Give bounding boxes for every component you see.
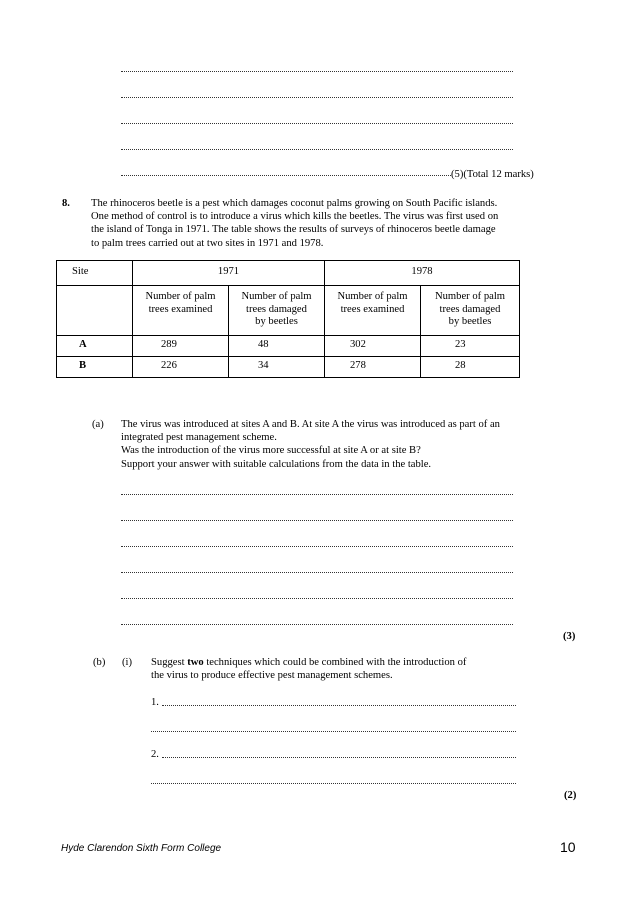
question-line: Was the introduction of the virus more successful at site A or at site B? bbox=[121, 445, 421, 457]
table-cell: 34 bbox=[229, 357, 325, 378]
question-line: Suggest two techniques which could be combined with the introduction of bbox=[151, 657, 467, 668]
answer-line[interactable] bbox=[162, 705, 516, 706]
question-line: The virus was introduced at sites A and B. At site A the virus was introduced as part of an bbox=[121, 419, 500, 430]
site-label: A bbox=[57, 336, 133, 357]
question-line: Support your answer with suitable calculations from the data in the table. bbox=[121, 458, 432, 470]
survey-table bbox=[56, 260, 520, 378]
table-cell: 28 bbox=[421, 357, 520, 378]
year-1971-header: 1971 bbox=[133, 261, 325, 286]
part-b-label: (b) bbox=[93, 657, 106, 668]
emphasis-two: two bbox=[187, 657, 204, 668]
table-cell: 278 bbox=[325, 357, 421, 378]
part-a-question bbox=[121, 418, 551, 471]
paragraph-line: One method of control is to introduce a virus which kills the beetles. The virus was first used on bbox=[91, 211, 499, 223]
col-trees-damaged-1971: Number of palm trees damaged by beetles bbox=[229, 286, 325, 336]
answer-line[interactable] bbox=[151, 783, 516, 784]
answer-line[interactable] bbox=[121, 572, 513, 573]
col-trees-damaged-1978: Number of palm trees damaged by beetles bbox=[421, 286, 520, 336]
part-b-question bbox=[151, 656, 466, 682]
total-marks: (5)(Total 12 marks) bbox=[451, 169, 534, 180]
table-cell: 302 bbox=[325, 336, 421, 357]
answer-line[interactable] bbox=[121, 149, 513, 150]
answer-line[interactable] bbox=[121, 123, 513, 124]
part-a-marks: (3) bbox=[563, 631, 576, 642]
table-cell: 48 bbox=[229, 336, 325, 357]
question-number: 8. bbox=[62, 198, 70, 209]
col-trees-examined-1971: Number of palm trees examined bbox=[133, 286, 229, 336]
paragraph-line: The rhinoceros beetle is a pest which damages coconut palms growing on South Pacific islands. bbox=[91, 198, 498, 209]
paragraph-line: to palm trees carried out at two sites in 1971 and 1978. bbox=[91, 237, 324, 249]
college-name: Hyde Clarendon Sixth Form College bbox=[61, 843, 222, 854]
question-line: the virus to produce effective pest management schemes. bbox=[151, 670, 393, 682]
answer-line[interactable] bbox=[121, 97, 513, 98]
answer-number-1: 1. bbox=[151, 697, 159, 708]
table-row bbox=[57, 357, 520, 378]
table-cell: 226 bbox=[133, 357, 229, 378]
part-b-marks: (2) bbox=[564, 790, 577, 801]
table-cell: 289 bbox=[133, 336, 229, 357]
page-number: 10 bbox=[560, 839, 576, 855]
answer-line[interactable] bbox=[162, 757, 516, 758]
table-cell: 23 bbox=[421, 336, 520, 357]
table-row bbox=[57, 336, 520, 357]
answer-line[interactable] bbox=[121, 546, 513, 547]
part-b-sublabel: (i) bbox=[122, 657, 132, 668]
answer-line[interactable] bbox=[121, 598, 513, 599]
site-header: Site bbox=[57, 261, 133, 286]
answer-line[interactable] bbox=[121, 624, 513, 625]
answer-number-2: 2. bbox=[151, 749, 159, 760]
question-paragraph bbox=[91, 197, 551, 250]
year-1978-header: 1978 bbox=[325, 261, 520, 286]
answer-line[interactable] bbox=[121, 494, 513, 495]
site-label: B bbox=[57, 357, 133, 378]
question-line: integrated pest management scheme. bbox=[121, 432, 277, 444]
answer-line[interactable] bbox=[121, 175, 451, 176]
answer-line[interactable] bbox=[151, 731, 516, 732]
paragraph-line: the island of Tonga in 1971. The table shows the results of surveys of rhinoceros beetle damage bbox=[91, 224, 496, 236]
part-a-label: (a) bbox=[92, 419, 104, 430]
empty-cell bbox=[57, 286, 133, 336]
col-trees-examined-1978: Number of palm trees examined bbox=[325, 286, 421, 336]
answer-line[interactable] bbox=[121, 71, 513, 72]
answer-line[interactable] bbox=[121, 520, 513, 521]
